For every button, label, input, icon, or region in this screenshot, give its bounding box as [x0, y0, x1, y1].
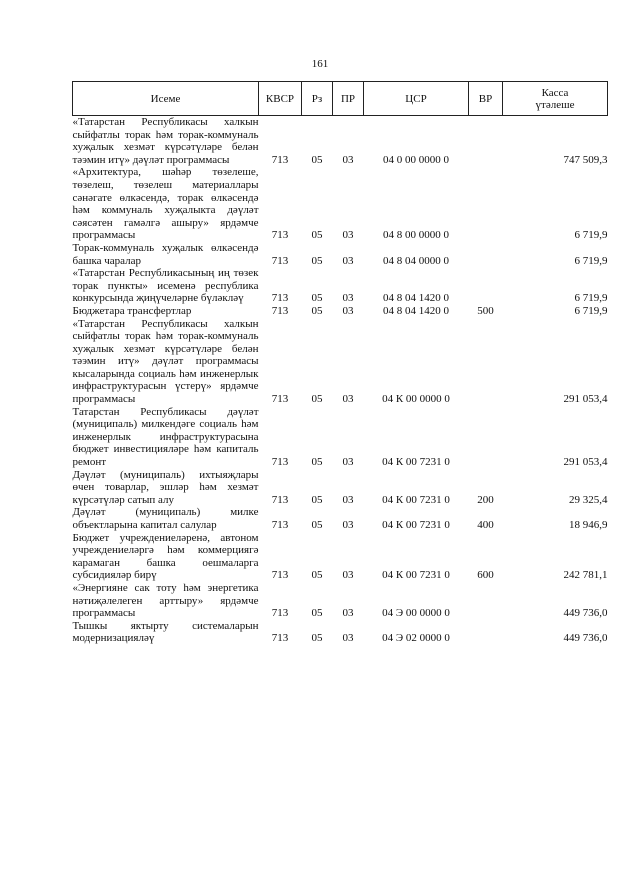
cell-kvsr: 713 — [271, 456, 289, 469]
header-vr: ВР — [469, 82, 503, 116]
header-kvsr: КВСР — [259, 82, 302, 116]
cell-amount: 291 053,4 — [563, 393, 608, 406]
cell-rz: 05 — [311, 153, 323, 166]
table-row — [73, 406, 608, 469]
cell-rz: 05 — [311, 519, 323, 531]
cell-vr: 400 — [477, 519, 494, 531]
cell-amount: 6 719,9 — [574, 254, 608, 267]
cell-name: Татарстан Республикасы дәүләт (муниципаль) милкендәге социаль һәм инженерлык инфраструктурасына бюджет инвестицияләре һәм капиталь ремонт — [72, 405, 259, 469]
cell-csr: 04 К 00 7231 0 — [382, 456, 450, 469]
cell-csr: 04 8 00 0000 0 — [383, 229, 449, 242]
cell-vr — [469, 116, 503, 167]
cell-csr: 04 К 00 7231 0 — [382, 493, 450, 506]
cell-rz: 05 — [311, 393, 323, 406]
page-number: 161 — [311, 58, 329, 70]
cell-kvsr: 713 — [271, 292, 289, 305]
cell-pr: 03 — [342, 304, 354, 317]
cell-vr — [469, 318, 503, 406]
table-row — [73, 532, 608, 582]
table-row — [73, 582, 608, 620]
cell-kvsr: 713 — [271, 393, 289, 406]
cell-vr: 600 — [477, 569, 494, 582]
cell-rz: 05 — [311, 456, 323, 469]
cell-kvsr: 713 — [271, 519, 289, 531]
cell-name: Бюджетара трансфертлар — [72, 304, 192, 317]
table-row — [73, 166, 608, 242]
cell-pr: 03 — [342, 519, 354, 531]
cell-pr: 03 — [342, 493, 354, 506]
cell-csr: 04 8 04 1420 0 — [383, 304, 449, 317]
cell-amount: 29 325,4 — [569, 493, 608, 506]
cell-amount: 449 736,0 — [563, 607, 608, 620]
cell-kvsr: 713 — [271, 569, 289, 582]
cell-name: Тышкы яктырту системаларын модернизацияләү — [72, 619, 259, 645]
cell-pr: 03 — [342, 456, 354, 469]
table-row — [73, 620, 608, 645]
cell-rz: 05 — [311, 493, 323, 506]
cell-name: «Энергияне сак тоту һәм энергетика нәтиҗәлелеген арттыру» ярдәмче программасы — [72, 581, 259, 620]
table-row — [73, 506, 608, 531]
cell-pr: 03 — [342, 632, 354, 645]
cell-pr: 03 — [342, 254, 354, 267]
header-pr: ПР — [333, 82, 364, 116]
cell-rz: 05 — [311, 292, 323, 305]
table-header-row — [73, 82, 608, 116]
cell-csr: 04 К 00 0000 0 — [382, 393, 450, 406]
cell-vr — [469, 406, 503, 469]
header-kassa-line1: Касса — [541, 86, 569, 99]
cell-kvsr: 713 — [271, 304, 289, 317]
cell-kvsr: 713 — [271, 493, 289, 506]
cell-rz: 05 — [311, 569, 323, 582]
cell-rz: 05 — [311, 254, 323, 267]
table-row — [73, 267, 608, 305]
cell-amount: 291 053,4 — [563, 456, 608, 469]
cell-name: «Татарстан Республикасы халкын сыйфатлы торак һәм торак-коммуналь хуҗалык хезмәт күрсәтүләре белән тәэмин итү» дәүләт программасы кысаларында социаль һәм инженерлык инфраструктурасын үстерү» ярдәмче программасы — [72, 317, 259, 406]
header-kassa — [503, 82, 608, 116]
cell-csr: 04 8 04 1420 0 — [383, 292, 449, 305]
cell-kvsr: 713 — [271, 607, 289, 620]
cell-rz: 05 — [311, 304, 323, 317]
cell-name: «Архитектура, шәһәр төзелеше, төзелеш, төзелеш материаллары сәнәгате өлкәсендә, торак өлкәсендә һәм коммуналь хуҗалыкта дәүләт сәясәтен гамәлгә ашыру» ярдәмче программасы — [72, 166, 259, 242]
cell-amount: 242 781,1 — [563, 569, 608, 582]
cell-vr — [469, 242, 503, 267]
header-rz: Рз — [302, 82, 333, 116]
cell-name: «Татарстан Республикасы халкын сыйфатлы торак һәм торак-коммуналь хуҗалык хезмәт күрсәтүләре белән тәэмин итү» дәүләт программасы — [72, 116, 259, 166]
cell-vr — [469, 582, 503, 620]
header-name: Исеме — [73, 82, 259, 116]
header-csr: ЦСР — [364, 82, 469, 116]
cell-rz: 05 — [311, 632, 323, 645]
cell-amount: 6 719,9 — [574, 292, 608, 305]
cell-vr — [469, 166, 503, 242]
cell-kvsr: 713 — [271, 229, 289, 242]
cell-name: «Татарстан Республикасының иң төзек торак пункты» исеменә республика конкурсында җиңүчеләрне бүләкләү — [72, 267, 259, 305]
cell-csr: 04 К 00 7231 0 — [382, 519, 450, 531]
table-row — [73, 305, 608, 318]
cell-csr: 04 К 00 7231 0 — [382, 569, 450, 582]
table-row — [73, 242, 608, 267]
header-kassa-line2: үтәлеше — [535, 98, 575, 111]
cell-kvsr: 713 — [271, 632, 289, 645]
cell-kvsr: 713 — [271, 254, 289, 267]
cell-pr: 03 — [342, 393, 354, 406]
cell-vr: 200 — [477, 493, 494, 506]
cell-pr: 03 — [342, 153, 354, 166]
cell-csr: 04 0 00 0000 0 — [383, 153, 449, 166]
cell-amount: 747 509,3 — [563, 153, 608, 166]
cell-pr: 03 — [342, 569, 354, 582]
cell-name: Бюджет учреждениеләренә, автоном учреждениеләргә һәм коммерциягә карамаган башка оешмаларга субсидияләр бирү — [72, 531, 259, 582]
table-row — [73, 469, 608, 507]
cell-amount: 6 719,9 — [574, 304, 608, 317]
budget-table — [72, 81, 608, 645]
cell-csr: 04 Э 02 0000 0 — [382, 632, 450, 645]
cell-amount: 449 736,0 — [563, 632, 608, 645]
cell-rz: 05 — [311, 607, 323, 620]
table-row — [73, 116, 608, 167]
cell-amount: 6 719,9 — [574, 229, 608, 242]
cell-name: Дәүләт (муниципаль) ихтыяҗлары өчен товарлар, эшләр һәм хезмәт күрсәтүләр сатып алу — [72, 468, 259, 506]
cell-pr: 03 — [342, 229, 354, 242]
cell-csr: 04 8 04 0000 0 — [383, 254, 449, 267]
table-row — [73, 318, 608, 406]
cell-amount: 18 946,9 — [569, 519, 608, 531]
cell-kvsr: 713 — [271, 153, 289, 166]
cell-name: Дәүләт (муниципаль) милке объектларына капитал салулар — [72, 506, 259, 531]
cell-rz: 05 — [311, 229, 323, 242]
cell-vr: 500 — [477, 304, 494, 317]
cell-pr: 03 — [342, 292, 354, 305]
cell-name: Торак-коммуналь хуҗалык өлкәсендә башка чаралар — [72, 241, 259, 267]
cell-csr: 04 Э 00 0000 0 — [382, 607, 450, 620]
cell-pr: 03 — [342, 607, 354, 620]
cell-vr — [469, 267, 503, 305]
cell-vr — [469, 620, 503, 645]
